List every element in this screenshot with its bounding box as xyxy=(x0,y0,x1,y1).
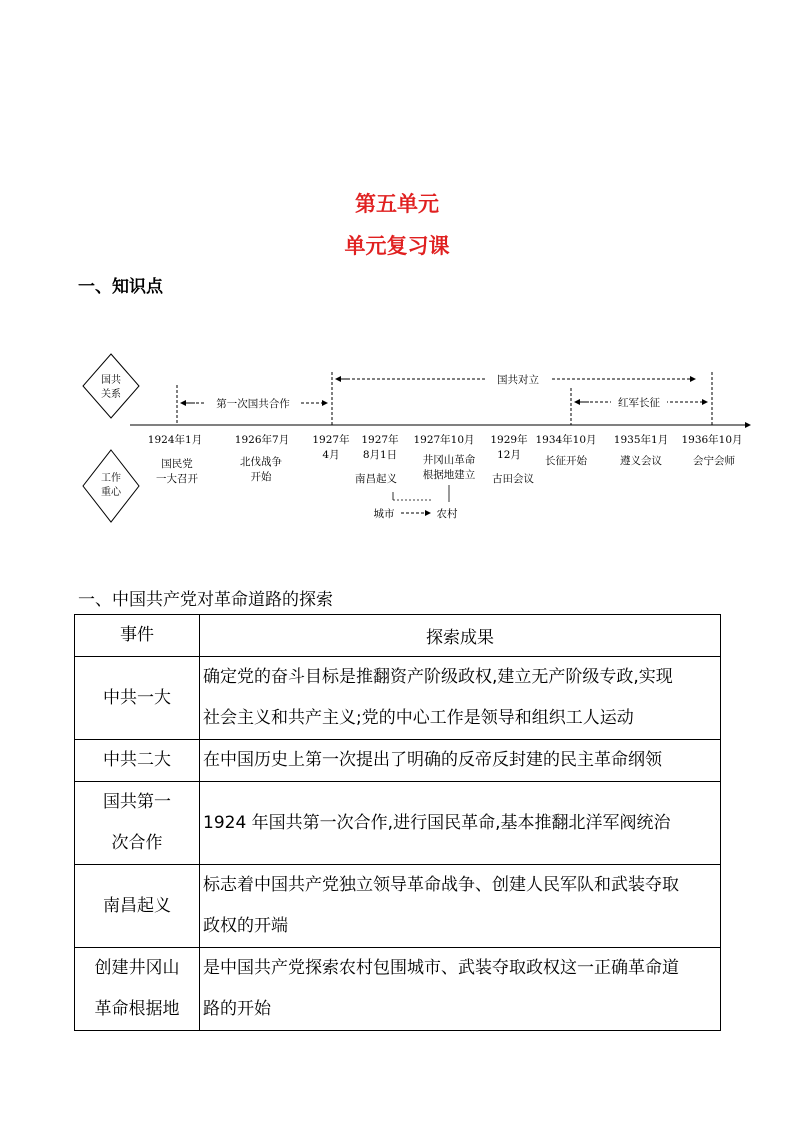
table-row xyxy=(75,782,721,865)
event-3: 南昌起义 xyxy=(355,473,397,485)
date-3b: 8月1日 xyxy=(362,449,398,461)
event-line: 创建井冈山 xyxy=(94,958,180,978)
date-0: 1924年1月 xyxy=(147,434,203,446)
longmarch-label: 红军长征 xyxy=(618,397,660,409)
result-line: 1924 年国共第一次合作,进行国民革命,基本推翻北洋军阀统治 xyxy=(203,812,671,833)
event-cell xyxy=(75,782,200,865)
village-label: 农村 xyxy=(436,508,458,520)
event-5: 古田会议 xyxy=(492,473,534,485)
result-line: 政权的开端 xyxy=(203,916,288,936)
focus-label-1: 工作 xyxy=(101,473,121,484)
exploration-table xyxy=(74,614,721,1031)
result-line: 是中国共产党探索农村包围城市、武装夺取政权这一正确革命道 xyxy=(203,958,679,978)
date-6: 1934年10月 xyxy=(535,434,597,446)
relation-label-2: 关系 xyxy=(101,389,121,400)
event-0b: 一大召开 xyxy=(156,473,198,485)
section-knowledge-heading: 一、知识点 xyxy=(78,277,163,297)
event-cell xyxy=(75,657,200,740)
header-event: 事件 xyxy=(75,615,200,657)
event-line: 次合作 xyxy=(111,833,163,853)
result-line: 标志着中国共产党独立领导革命战争、创建人民军队和武装夺取 xyxy=(203,875,679,895)
event-1a: 北伐战争 xyxy=(240,456,282,468)
event-line: 中共二大 xyxy=(103,750,171,770)
table-row xyxy=(75,865,721,948)
date-5a: 1929年 xyxy=(490,434,528,446)
event-line: 国共第一 xyxy=(103,792,171,812)
focus-diamond xyxy=(83,450,139,522)
relation-diamond xyxy=(83,354,139,418)
result-cell xyxy=(200,740,721,782)
result-line: 确定党的奋斗目标是推翻资产阶级政权,建立无产阶级专政,实现 xyxy=(203,667,673,687)
event-7: 遵义会议 xyxy=(620,455,662,467)
relation-label-1: 国共 xyxy=(101,375,121,386)
event-cell xyxy=(75,865,200,948)
table-row xyxy=(75,740,721,782)
date-5b: 12月 xyxy=(497,449,521,461)
date-1: 1926年7月 xyxy=(234,434,290,446)
event-0a: 国民党 xyxy=(161,458,193,470)
result-cell xyxy=(200,948,721,1031)
section-exploration-heading: 一、中国共产党对革命道路的探索 xyxy=(78,590,333,610)
date-8: 1936年10月 xyxy=(681,434,743,446)
event-line: 中共一大 xyxy=(103,687,171,708)
event-1b: 开始 xyxy=(250,471,272,483)
date-2a: 1927年 xyxy=(312,434,350,446)
lesson-title: 单元复习课 xyxy=(344,234,450,258)
result-cell xyxy=(200,865,721,948)
table-row xyxy=(75,948,721,1031)
date-4: 1927年10月 xyxy=(413,434,475,446)
event-line: 南昌起义 xyxy=(103,895,171,916)
header-result: 探索成果 xyxy=(200,615,721,657)
event-6: 长征开始 xyxy=(545,455,587,467)
focus-label-2: 重心 xyxy=(101,487,121,498)
table-row xyxy=(75,657,721,740)
event-8: 会宁会师 xyxy=(693,455,735,467)
event-4a: 井冈山革命 xyxy=(422,454,476,466)
result-cell xyxy=(200,657,721,740)
event-cell xyxy=(75,740,200,782)
result-line: 路的开始 xyxy=(203,999,271,1019)
date-2b: 4月 xyxy=(322,449,340,461)
date-7: 1935年1月 xyxy=(613,434,669,446)
event-cell xyxy=(75,948,200,1031)
table-body xyxy=(75,657,721,1031)
event-line: 革命根据地 xyxy=(94,999,180,1019)
date-3a: 1927年 xyxy=(361,434,399,446)
coop-label: 第一次国共合作 xyxy=(216,398,290,410)
unit-title: 第五单元 xyxy=(355,192,439,216)
table-header-row xyxy=(75,615,721,657)
timeline-diagram xyxy=(75,350,755,530)
city-label: 城市 xyxy=(373,508,395,520)
event-4b: 根据地建立 xyxy=(422,469,476,481)
result-cell xyxy=(200,782,721,865)
result-line: 社会主义和共产主义;党的中心工作是领导和组织工人运动 xyxy=(203,708,634,728)
opposition-label: 国共对立 xyxy=(497,374,539,386)
result-line: 在中国历史上第一次提出了明确的反帝反封建的民主革命纲领 xyxy=(203,750,662,770)
